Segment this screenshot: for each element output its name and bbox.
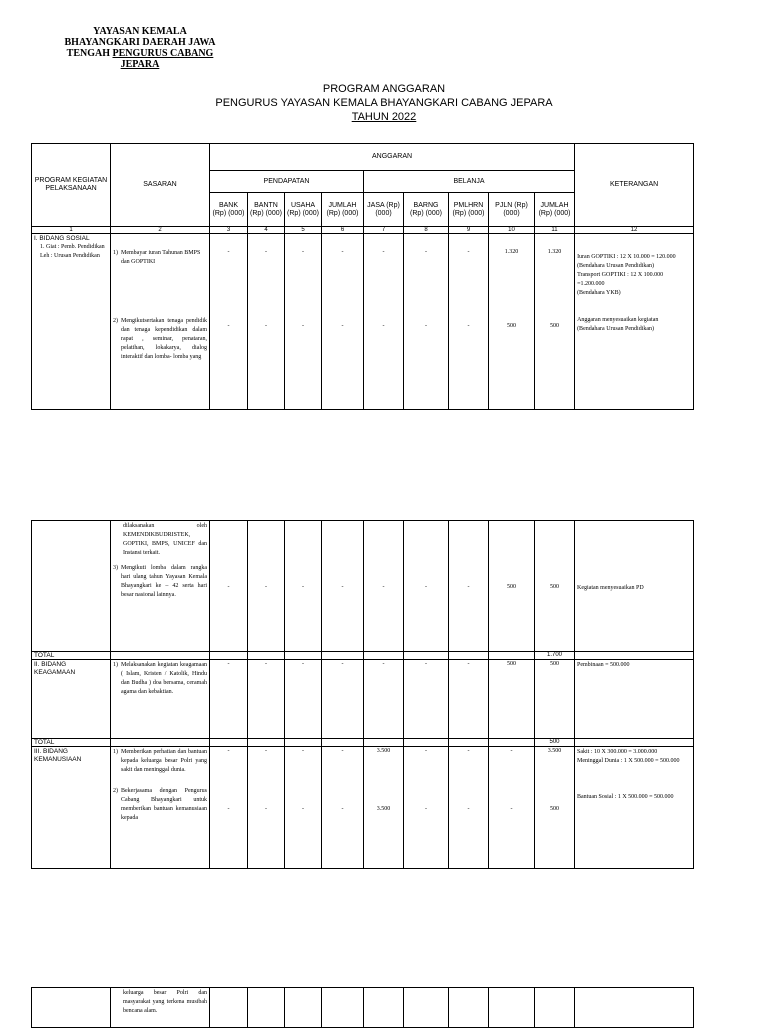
list-item: 2) Mengikutsertakan tenaga pendidik dan tenaga kependidikan dalam rapat , seminar, penataran, pelatihan, lokakarya, dialog interaktif dan lomba- lomba yang xyxy=(113,318,207,360)
col-number: 1 xyxy=(32,227,111,234)
col-jumlah-pendapatan: JUMLAH (Rp) (000) xyxy=(322,193,364,227)
table-row: II. BIDANG KEAGAMAAN 1) Melaksanakan kegiatan keagamaan ( Islam, Kristen / Katolik, Hindu dan Budha ) doa bersama, ceramah agama dan kebaktian. - - - - - - - 500 500 Pembinaan = 500.000 xyxy=(32,660,694,739)
value-cell: 1.320 500 xyxy=(535,234,575,410)
organization-header xyxy=(40,26,240,70)
section-keagamaan: II. BIDANG KEAGAMAAN xyxy=(32,660,111,739)
total-row: TOTAL 500 xyxy=(32,739,694,747)
header-sasaran: SASARAN xyxy=(111,144,210,227)
table-row: keluarga besar Polri dan masyarakat yang terkena musibah bencana alam. xyxy=(32,988,694,1028)
col-number: 6 xyxy=(322,227,364,234)
table-row: dilaksanakan oleh KEMENDIKBUDRISTEK, GOPTIKI, BMPS, UNICEF dan Instansi terkait. 3) Mengikuti lomba dalam rangka hari ulang tahun Yayasan Kemala Bhayangkari ke – 42 serta hari besar nasional lainnya. - - - - - - - 500 500 Kegiatan menyesuaikan PD xyxy=(32,521,694,652)
budget-table-page-3 xyxy=(31,987,694,1028)
doc-title-1: PROGRAM ANGGARAN xyxy=(322,83,446,95)
keterangan-cell: Iuran GOPTIKI : 12 X 10.000 = 120.000 (Bendahara Urusan Pendidikan) Transport GOPTIKI : 12 X 100.000 =1.200.000 (Bendahara YKB) Anggaran menyesuaikan kegiatan (Bendahara Urusan Pendidikan) xyxy=(575,234,694,410)
col-number: 10 xyxy=(489,227,535,234)
col-number: 8 xyxy=(404,227,449,234)
col-usaha: USAHA (Rp) (000) xyxy=(285,193,322,227)
org-line-2: BHAYANGKARI DAERAH JAWA xyxy=(64,37,216,48)
list-item: 1) Membayar iuran Tahunan BMPS dan GOPTIKI xyxy=(113,250,201,265)
header-keterangan: KETERANGAN xyxy=(575,144,694,227)
table-row xyxy=(32,234,694,410)
list-item: 1) Memberikan perhatian dan bantuan kepada keluarga besar Polri yang sakit dan meninggal dunia. xyxy=(113,749,207,773)
value-cell: - - xyxy=(449,234,489,410)
col-pjln: PJLN (Rp) (000) xyxy=(489,193,535,227)
col-number: 5 xyxy=(285,227,322,234)
org-line-4: JEPARA xyxy=(120,59,160,70)
col-jumlah-belanja: JUMLAH (Rp) (000) xyxy=(535,193,575,227)
budget-table-page-1 xyxy=(31,143,694,410)
col-barng: BARNG (Rp) (000) xyxy=(404,193,449,227)
col-number: 9 xyxy=(449,227,489,234)
col-jasa: JASA (Rp) (000) xyxy=(364,193,404,227)
org-line-3b: PENGURUS CABANG xyxy=(112,48,214,59)
budget-table-page-2 xyxy=(31,520,694,869)
col-number: 12 xyxy=(575,227,694,234)
col-bank: BANK (Rp) (000) xyxy=(210,193,248,227)
col-number: 7 xyxy=(364,227,404,234)
col-number: 2 xyxy=(111,227,210,234)
list-item: 2) Bekerjasama dengan Pengurus Cabang Bhayangkari untuk memberikan bantuan kemanusiaan kepada xyxy=(113,788,207,821)
total-row: TOTAL 1.700 xyxy=(32,652,694,660)
col-pmlhrn: PMLHRN (Rp) (000) xyxy=(449,193,489,227)
org-line-3a: TENGAH xyxy=(66,48,113,59)
value-cell: - - xyxy=(248,234,285,410)
header-belanja: BELANJA xyxy=(364,171,575,193)
table-row: III. BIDANG KEMANUSIAAN 1) Memberikan perhatian dan bantuan kepada keluarga besar Polri yang sakit dan meninggal dunia. 2) Bekerjasama dengan Pengurus Cabang Bhayangkari untuk memberikan bantuan kemanusiaan kepada - - - - - - - - 3.500 3.500 - - - - - - 3.500 500 Sakit : 10 X 300.000 = 3.000.000 Meninggal Dunia : 1 X 500.000 = 500.000 Bantuan Sosial : 1 X 500.000 = 500.000 xyxy=(32,747,694,869)
value-cell: - - xyxy=(210,234,248,410)
value-cell: - - xyxy=(364,234,404,410)
value-cell: - - xyxy=(285,234,322,410)
section-sosial xyxy=(32,234,111,410)
header-anggaran: ANGGARAN xyxy=(210,144,575,171)
value-cell: - - xyxy=(322,234,364,410)
col-number: 3 xyxy=(210,227,248,234)
sasaran-cell: dilaksanakan oleh KEMENDIKBUDRISTEK, GOPTIKI, BMPS, UNICEF dan Instansi terkait. 3) Mengikuti lomba dalam rangka hari ulang tahun Yayasan Kemala Bhayangkari ke – 42 serta hari besar nasional lainnya. xyxy=(111,521,210,652)
section-kemanusiaan: III. BIDANG KEMANUSIAAN xyxy=(32,747,111,869)
org-line-1: YAYASAN KEMALA xyxy=(93,26,187,37)
section-sub: 1. Giat : Pemb. Pendidikan Leh : Urusan Pendidikan xyxy=(40,244,105,259)
col-bantn: BANTN (Rp) (000) xyxy=(248,193,285,227)
value-cell: 1.320 500 xyxy=(489,234,535,410)
col-number: 11 xyxy=(535,227,575,234)
list-item: 1) Melaksanakan kegiatan keagamaan ( Islam, Kristen / Katolik, Hindu dan Budha ) doa bersama, ceramah agama dan kebaktian. xyxy=(113,662,207,695)
sasaran-cell xyxy=(111,234,210,410)
doc-title-2: PENGURUS YAYASAN KEMALA BHAYANGKARI CABANG JEPARA xyxy=(215,97,553,109)
value-cell: - - xyxy=(404,234,449,410)
doc-title-3: TAHUN 2022 xyxy=(351,111,417,123)
header-pendapatan: PENDAPATAN xyxy=(210,171,364,193)
section-title: I. BIDANG SOSIAL xyxy=(34,235,90,242)
header-program: PROGRAM KEGIATAN PELAKSANAAN xyxy=(32,144,111,227)
list-item: 3) Mengikuti lomba dalam rangka hari ulang tahun Yayasan Kemala Bhayangkari ke – 42 serta hari besar nasional lainnya. xyxy=(113,565,207,598)
col-number: 4 xyxy=(248,227,285,234)
